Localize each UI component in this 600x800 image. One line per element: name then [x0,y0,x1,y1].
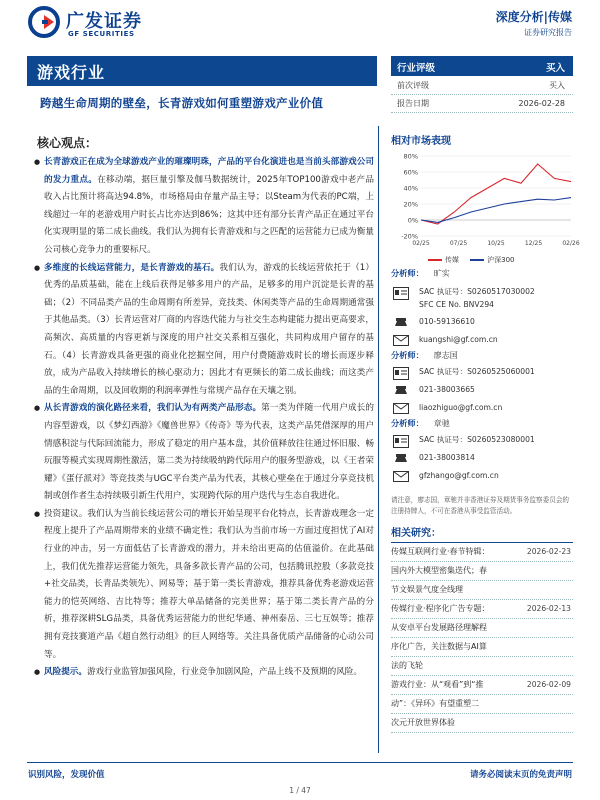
analyst-sac: SAC 执证号：S0260523080001 [419,435,535,444]
prev-rating-row [391,77,573,95]
y-tick-label: 60% [403,168,418,177]
analyst-name: 章驰 [433,419,450,428]
core-viewpoints-body [34,154,374,682]
footer-slogan: 识别风险，发现价值 [28,770,105,780]
bullet-icon: ● [34,263,41,272]
related-item[interactable] [391,676,573,695]
analyst-phone: 021-38003814 [419,453,475,462]
related-title: 法的飞轮 [391,661,423,670]
analyst-phone: 021-38003665 [419,385,475,394]
page-title: 游戏行业 [27,56,377,86]
report-date-row [391,95,573,113]
related-date: 2026-02-09 [526,680,571,689]
chart-legend [428,255,515,265]
phone-icon [393,452,409,465]
rating-label: 行业评级 [397,63,436,74]
paragraph-4 [34,506,374,664]
analyst-phone: 010-59136610 [419,317,475,326]
paragraph-2 [34,260,374,401]
gf-logo [28,6,178,40]
related-heading: 相关研究： [391,524,573,543]
prev-rating-value: 买入 [549,81,565,90]
paragraph-3 [34,400,374,506]
core-viewpoints-heading: 核心观点： [37,136,98,150]
logo-text-en: GF SECURITIES [68,30,135,38]
paragraph-3-lead: 从长青游戏的演化路径来看，我们认为有两类产品形态。 [44,403,262,414]
related-date: 2026-02-23 [526,547,571,556]
related-title: 序化广告，关注数据与AI算 [391,642,487,651]
related-title: 从安卓平台发展路径理解程 [391,623,487,632]
analyst-disclaimer: 请注意，廖志国，章驰并非香港证券及期货事务监察委员会的注册持牌人，不可在香港从事受监管活动。 [391,496,570,515]
bullet-icon: ● [34,668,41,677]
relative-performance-chart [391,152,580,252]
y-tick-label: -20% [401,232,418,241]
page-subtitle: 跨越生命周期的壁垒，长青游戏如何重塑游戏产业价值 [40,96,324,110]
paragraph-2-text: 我们认为，游戏的长线运营依托于（1）优秀的品质基础，能在上线后获得足够多用户的产品，足够多的用户沉淀是长青的基础；（2）不同品类产品的生命周期有所差异，竞技类、休闲类等产品的生命周期通常强于其他品类。（3）长青运营对厂商的内容迭代能力与社交生态构建能力提出更高要求，高频次、高质量的内容更新与深度的用户社交关系相互强化，共同构成用户留存的基石。（4）长青游戏具备更强的商业化挖掘空间，用户付费随游戏时长的增长而逐步释放，成为产品收入持续增长的核心驱动力；因此才有更频长的第二成长曲线；而这类产品的生命周期，以及回收期的利润率弹性与常规产品存在天壤之别。 [44,262,374,396]
paragraph-4-text: 投资建议。我们认为当前长线运营公司的增长开始呈现平台化特点，长青游戏理念一定程度上提升了产品周期带来的业绩不确定性；我们认为当前市场一方面过度担忧了AI对行业的冲击，另一方面低估了长青游戏的潜力，并未给出更高的估值溢价。在此基础上，我们优先推荐运营能力领先，具备多款长青产品的公司，包括腾讯控股（多款竞技+社交品类，长青品类领先）、网易等；基于第一类长青游戏，推荐具备优秀老游戏运营能力的恺英网络、吉比特等；推荐大单品储备的完美世界；基于第二类长青产品的分析，推荐深耕SLG品类，具备优秀运营能力的世纪华通、神州泰岳、三七互娱等；推荐拥有竞技赛道产品《超自然行动组》的巨人网络等。关注具备优质产品储备的心动公司等。 [44,508,374,660]
rating-value: 买入 [545,63,565,74]
id-card-icon [393,435,409,448]
related-title: 传媒互联网行业·春节特辑： [391,547,490,556]
analyst-3 [391,418,573,480]
paragraph-5-lead: 风险提示。 [44,667,87,678]
related-title: 游戏行业：从“观看”到“推 [391,680,484,689]
gf-logo-icon [28,6,62,38]
related-item[interactable] [391,619,573,638]
prev-rating-label: 前次评级 [397,81,429,90]
related-item[interactable] [391,562,573,581]
y-tick-label: 80% [403,152,418,161]
logo-text-cn: 广发证券 [66,11,142,32]
legend-media: 传媒 [445,256,459,264]
paragraph-1-lead: 长青游戏正在成为全球游戏产业的璀璨明珠，产品的平台化演进也是当前头部游戏公司的发力重点。 [44,157,374,185]
related-item[interactable] [391,695,573,714]
rating-header [391,56,573,76]
paragraph-1-text: 在移动端，据巨量引擎及伽马数据统计，2025年TOP100游戏中老产品收入占比预计将高达94.8%，市场格局由存量产品主导；以Steam为代表的PC端，上线超过一年的老游戏用户时长占比亦达到86%；这其中还有部分长青产品正在通过平台化实现明显的第二成长曲线。我们认为拥有长青游戏和与之匹配的运营能力已成为衡量公司核心竞争力的重要标尺。 [44,174,374,255]
bullet-icon: ● [34,509,41,518]
analyst-sac: SAC 执证号：S0260517030002 [419,287,535,296]
footer-divider [27,762,573,763]
legend-csi300: 沪深300 [487,256,515,264]
report-date-value: 2026-02-28 [518,99,565,108]
y-tick-label: 20% [403,200,418,209]
x-tick-label: 10/25 [487,240,505,247]
page-header [0,0,600,46]
analyst-sac: SAC 执证号：S0260525060001 [419,367,535,376]
related-title: 次元开放世界体验 [391,718,455,727]
analyst-label: 分析师： [391,350,424,360]
related-title: 节文娱景气度全线理 [391,585,463,594]
related-title: 传媒行业·程序化广告专题： [391,604,490,613]
y-tick-label: 40% [403,184,418,193]
page-number: 1 / 47 [289,786,311,795]
legend-swatch-csi300 [470,259,484,261]
report-date-label: 报告日期 [397,99,429,108]
related-item[interactable] [391,714,573,733]
footer-disclaimer-link[interactable]: 请务必阅读末页的免责声明 [469,770,572,780]
related-item[interactable] [391,657,573,676]
analyst-sfc: SFC CE No. BNV294 [419,300,495,309]
related-title: 动”：《异环》有望重塑二 [391,699,480,708]
paragraph-3-text: 第一类为伴随一代用户成长的内容型游戏，以《梦幻西游》《魔兽世界》《传奇》等为代表，这类产品凭借深厚的用户情感积淀与代际回流能力，形成了稳定的用户基本盘，其价值释放往往通过怀旧服、畅玩服等模式实现周期性激活，第二类为持续吸纳跨代际用户的服务型游戏，以《王者荣耀》《蛋仔派对》等竞技类与UGC平台类产品为代表，其核心壁垒在于通过分享竞技机制或创作者生态持续吸引新生代用户，实现跨代际的用户迭代与生态自我进化。 [44,403,374,502]
bullet-icon: ● [34,404,41,413]
analyst-1 [391,268,573,344]
analyst-2 [391,350,573,412]
id-card-icon [393,367,409,380]
related-item[interactable] [391,581,573,600]
series-line-csi300 [421,198,571,223]
report-type: 深度分析|传媒 [495,10,572,24]
paragraph-2-lead: 多维度的长线运营能力，是长青游戏的基石。 [44,262,220,273]
column-divider [378,126,379,753]
related-item[interactable] [391,638,573,657]
bullet-icon: ● [34,158,41,166]
related-item[interactable] [391,543,573,562]
analyst-name: 旷实 [433,269,450,278]
email-icon [393,470,409,483]
x-tick-label: 12/25 [524,240,543,247]
related-date: 2026-02-13 [526,604,571,613]
analyst-label: 分析师： [391,268,424,278]
paragraph-5 [34,664,374,682]
paragraph-5-text: 游戏行业监管加强风险，行业竞争加剧风险，产品上线不及预期的风险。 [86,667,362,678]
x-tick-label: 02/25 [412,240,430,247]
analyst-email[interactable]: kuangshi@gf.com.cn [419,335,498,344]
chart-heading: 相对市场表现 [391,136,451,147]
analyst-email[interactable]: gfzhango@gf.com.cn [419,471,499,480]
related-research [391,524,573,733]
analyst-name: 廖志国 [433,351,458,360]
phone-icon [393,384,409,397]
x-tick-label: 02/26 [562,240,580,247]
legend-swatch-media [428,259,442,261]
x-tick-label: 07/25 [449,240,468,247]
phone-icon [393,316,409,329]
related-item[interactable] [391,600,573,619]
email-icon [393,334,409,347]
paragraph-1 [34,154,374,260]
chart-svg [391,152,580,252]
y-tick-label: 0% [407,216,418,225]
id-card-icon [393,287,409,300]
series-line-media [421,164,571,224]
email-icon [393,402,409,415]
related-title: 国内外大模型密集迭代；春 [391,566,487,575]
analyst-label: 分析师： [391,418,424,428]
report-subtype: 证券研究报告 [524,28,572,37]
analyst-email[interactable]: liaozhiguo@gf.com.cn [419,403,503,412]
